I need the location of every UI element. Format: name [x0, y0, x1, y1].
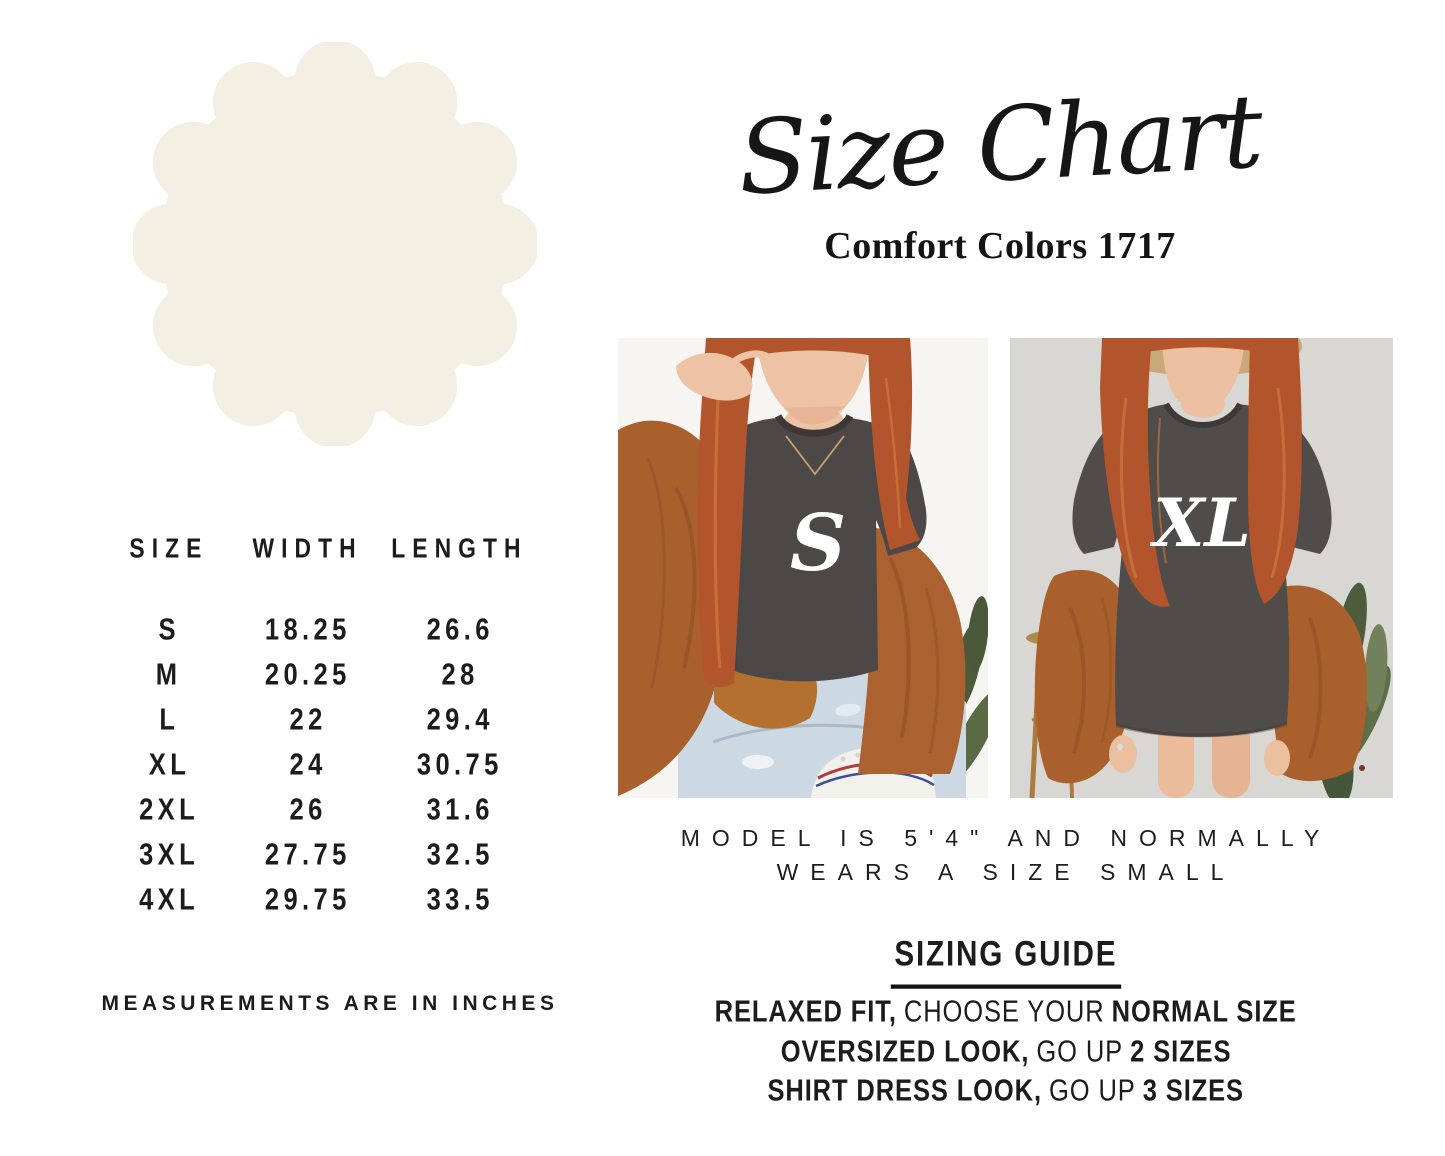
length-cell: 26.6: [426, 613, 494, 647]
sizing-guide-heading-line: [613, 929, 1399, 987]
sizing-guide-line-shirtdress: [613, 1074, 1399, 1114]
width-cell: 20.25: [264, 658, 351, 692]
header: [605, 70, 1395, 268]
length-cell: 29.4: [426, 703, 494, 737]
flower-petals: [133, 42, 537, 446]
page-title: Size Chart: [735, 72, 1265, 219]
page-title-line: [605, 70, 1395, 222]
table-row: [103, 788, 539, 833]
guide-line1-mid: CHOOSE YOUR: [904, 995, 1105, 1029]
size-cell: L: [159, 703, 180, 737]
width-cell: 29.75: [264, 883, 351, 917]
measurements-footnote: MEASUREMENTS ARE IN INCHES: [101, 992, 559, 1015]
photo-s-illustration: [618, 338, 988, 798]
guide-line2-mid: GO UP: [1036, 1034, 1124, 1069]
width-cell: 24: [289, 748, 327, 782]
table-row: [103, 653, 539, 698]
column-header-length: LENGTH: [391, 531, 528, 564]
table-row: [103, 698, 539, 743]
sizing-guide-lines: [613, 995, 1399, 1114]
guide-line2-lead: OVERSIZED LOOK,: [780, 1034, 1030, 1069]
size-cell: S: [158, 613, 180, 647]
shirt-letter-s: S: [789, 498, 847, 589]
sizing-guide-line-oversized: [613, 1035, 1399, 1075]
length-cell: 30.75: [416, 748, 503, 782]
ring: [1117, 744, 1123, 750]
model-photo-size-xl: [1010, 338, 1393, 798]
photo-xl-illustration: [1010, 338, 1393, 798]
shirt-letter-xl: XL: [1153, 484, 1251, 562]
size-table: [103, 532, 539, 923]
model-photo-size-s: [618, 338, 988, 798]
length-cell: 31.6: [426, 793, 494, 827]
size-cell: 4XL: [139, 883, 200, 917]
size-cell: M: [156, 658, 182, 692]
size-cell: 2XL: [139, 793, 200, 827]
scalloped-flower-shape: [133, 42, 537, 446]
width-cell: 22: [289, 703, 327, 737]
column-header-size: SIZE: [129, 531, 209, 564]
guide-line3-tail: 3 SIZES: [1143, 1074, 1245, 1108]
size-cell: XL: [148, 748, 190, 782]
length-cell: 28: [441, 658, 479, 692]
sizing-guide: [613, 929, 1399, 1114]
model-note: [613, 821, 1399, 889]
size-table-body: [103, 608, 539, 923]
guide-line1-lead: RELAXED FIT,: [714, 995, 898, 1029]
table-row: [103, 608, 539, 653]
table-row: [103, 833, 539, 878]
width-cell: 18.25: [264, 613, 351, 647]
column-header-width: WIDTH: [252, 531, 363, 564]
guide-line2-tail: 2 SIZES: [1130, 1034, 1232, 1069]
model-note-line2: WEARS A SIZE SMALL: [776, 859, 1236, 885]
length-cell: 32.5: [426, 838, 494, 872]
guide-line1-tail: NORMAL SIZE: [1111, 995, 1297, 1029]
length-cell: 33.5: [426, 883, 494, 917]
table-row: [103, 878, 539, 923]
table-row: [103, 743, 539, 788]
guide-line3-mid: GO UP: [1049, 1074, 1136, 1108]
sizing-guide-line-relaxed: [613, 995, 1399, 1035]
sizing-guide-heading: SIZING GUIDE: [891, 927, 1121, 988]
model-note-line1: MODEL IS 5'4" AND NORMALLY: [680, 825, 1332, 851]
size-cell: 3XL: [139, 838, 200, 872]
width-cell: 26: [289, 793, 327, 827]
page-subtitle: Comfort Colors 1717: [824, 225, 1176, 267]
width-cell: 27.75: [264, 838, 351, 872]
guide-line3-lead: SHIRT DRESS LOOK,: [767, 1074, 1043, 1108]
size-table-header: [103, 532, 539, 564]
